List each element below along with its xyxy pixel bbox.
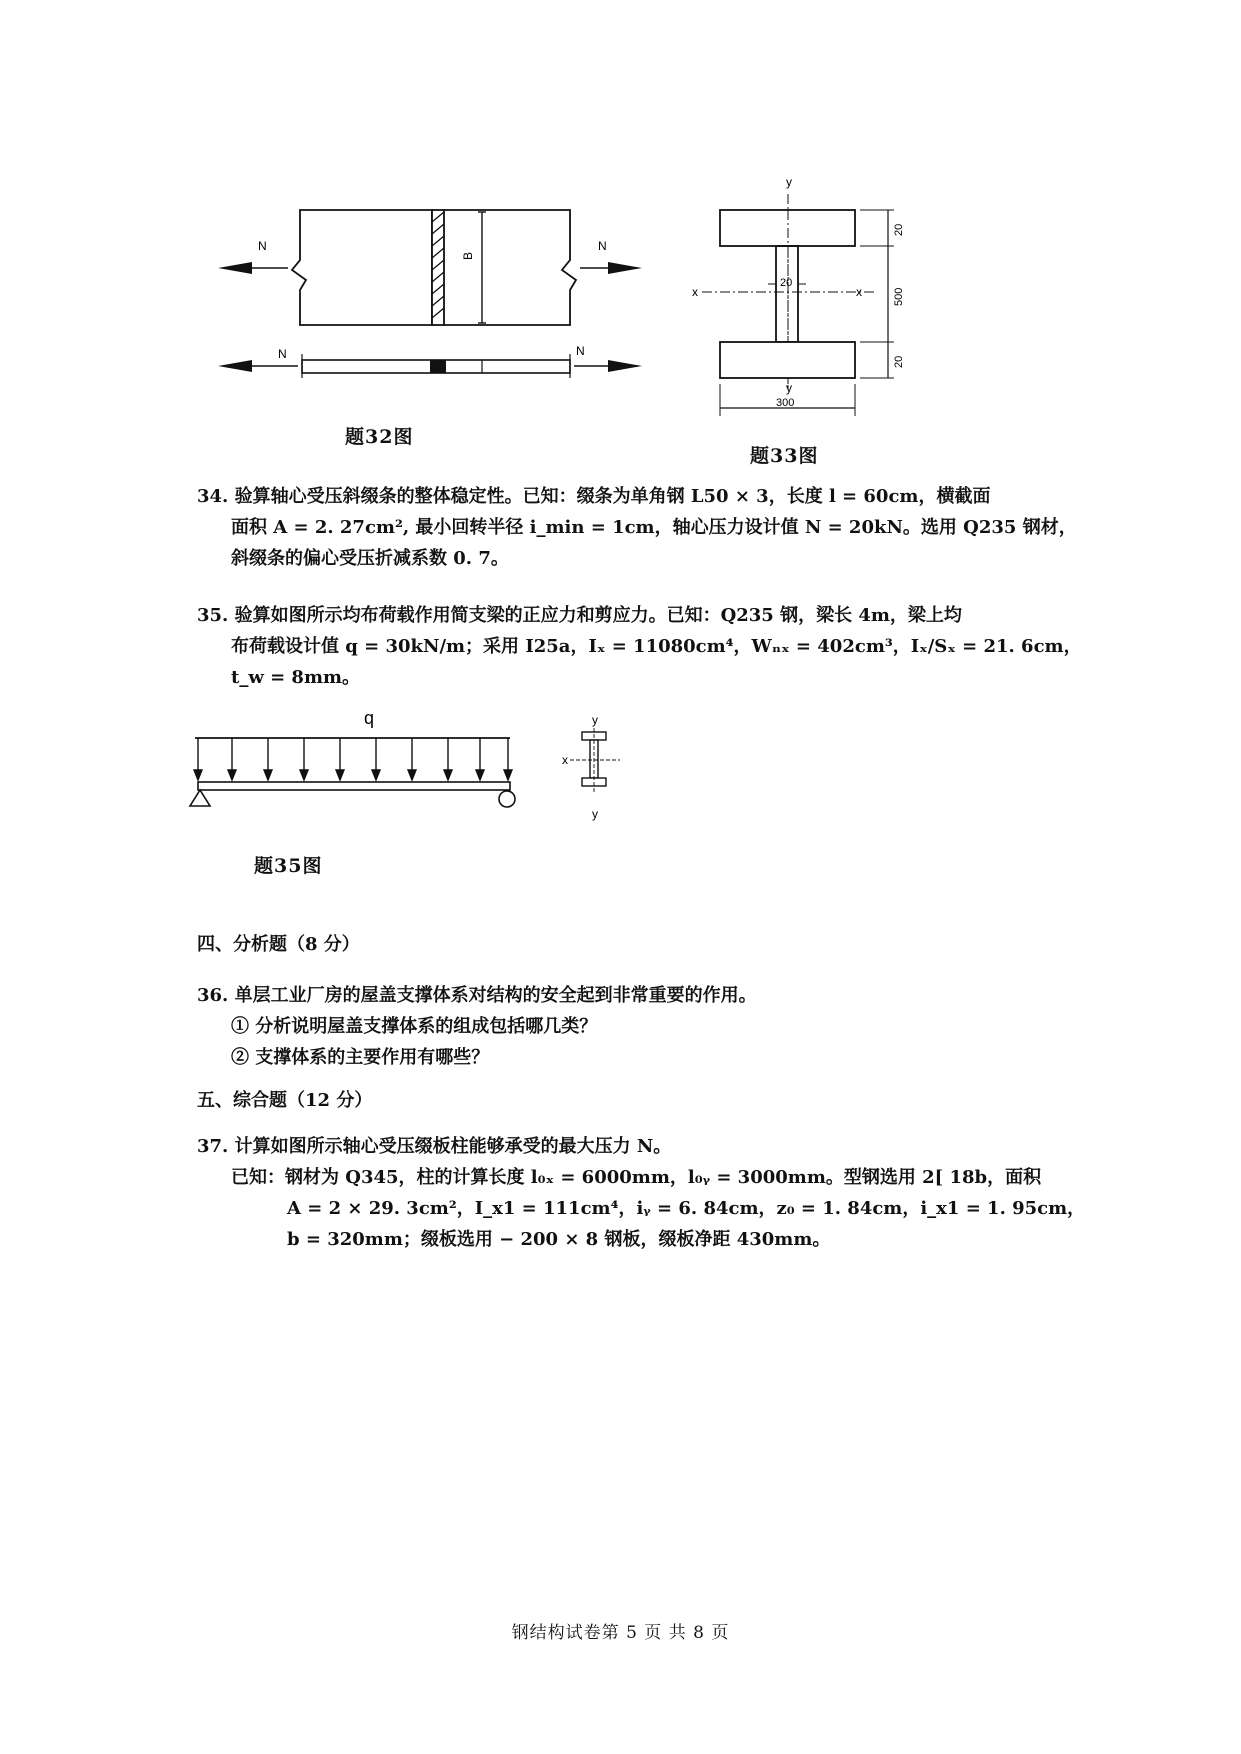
q37-line4: b = 320mm；缀板选用 − 200 × 8 钢板，缀板净距 430mm。 [287,1229,831,1250]
q36-line3: ② 支撑体系的主要作用有哪些？ [231,1047,490,1068]
question-36 [197,980,1077,1073]
side-left-arrow [218,360,252,372]
q35-line2: 布荷载设计值 q = 30kN/m；采用 I25a，Iₓ = 11080cm⁴，Wₙₓ = 402cm³，Iₓ/Sₓ = 21. 6cm， [231,636,1082,657]
small-axis-y-top: y [592,713,598,727]
figure-35 [180,700,640,830]
load-arrows [194,738,512,780]
width-label-b: B [461,251,475,260]
q34-line2: 面积 A = 2. 27cm², 最小回转半径 i_min = 1cm，轴心压力设计值 N = 20kN。选用 Q235 钢材， [231,517,1077,538]
side-right-arrow [608,360,642,372]
q35-line1: 35. 验算如图所示均布荷载作用简支梁的正应力和剪应力。已知：Q235 钢，梁长 4m，梁上均 [197,605,962,626]
axis-x-left: x [692,285,698,299]
web [776,246,798,342]
side-force-label-right: N [576,344,585,358]
figure-33 [690,172,920,422]
q36-line1: 36. 单层工业厂房的屋盖支撑体系对结构的安全起到非常重要的作用。 [197,985,757,1006]
weld-hatch [432,210,444,325]
small-axis-y-bottom: y [592,807,598,821]
q36-line2: ① 分析说明屋盖支撑体系的组成包括哪几类？ [231,1016,598,1037]
bottom-flange [720,342,855,378]
question-35 [197,600,1082,693]
roller-support [499,791,515,807]
fig32-caption: 题32图 [345,426,414,448]
small-axis-x: x [562,753,568,767]
axis-y-top: y [786,175,792,189]
q34-line1: 34. 验算轴心受压斜缀条的整体稳定性。已知：缀条为单角钢 L50 × 3，长度 l = 60cm，横截面 [197,486,991,507]
axis-x-right: x [856,285,862,299]
question-37 [197,1131,1086,1255]
section-5-heading: 五、综合题（12 分） [197,1090,373,1111]
side-force-label-left: N [278,347,287,361]
axis-y-bottom: y [786,381,792,395]
dim-web-height: 500 [893,287,905,306]
right-arrow [608,262,642,274]
dim-width: 300 [776,397,795,409]
q35-line3: t_w = 8mm。 [231,667,361,688]
q37-line1: 37. 计算如图所示轴心受压缀板柱能够承受的最大压力 N。 [197,1136,672,1157]
load-label-q: q [364,708,375,728]
section-4-heading: 四、分析题（8 分） [197,934,360,955]
dim-web-thickness: 20 [780,277,793,289]
q37-line2: 已知：钢材为 Q345，柱的计算长度 l₀ₓ = 6000mm，l₀ᵧ = 3000mm。型钢选用 2[ 18b，面积 [231,1167,1042,1188]
left-arrow [218,262,252,274]
force-label-right: N [598,239,607,253]
pin-support [190,790,210,806]
dim-flange-top: 20 [893,223,905,236]
left-plate-outline [292,210,432,325]
fig35-caption: 题35图 [254,855,323,877]
force-label-left: N [258,239,267,253]
dim-flange-bottom: 20 [893,355,905,368]
q34-line3: 斜缀条的偏心受压折减系数 0. 7。 [231,548,509,569]
q37-line3: A = 2 × 29. 3cm²，I_x1 = 111cm⁴，iᵧ = 6. 84cm，z₀ = 1. 84cm，i_x1 = 1. 95cm， [287,1198,1086,1219]
side-weld [430,360,446,373]
right-plate-outline [444,210,576,325]
figure-32 [210,200,650,430]
question-34 [197,481,1077,574]
page-footer: 钢结构试卷第 5 页 共 8 页 [511,1623,730,1643]
fig33-caption: 题33图 [750,445,819,467]
beam [198,782,510,790]
